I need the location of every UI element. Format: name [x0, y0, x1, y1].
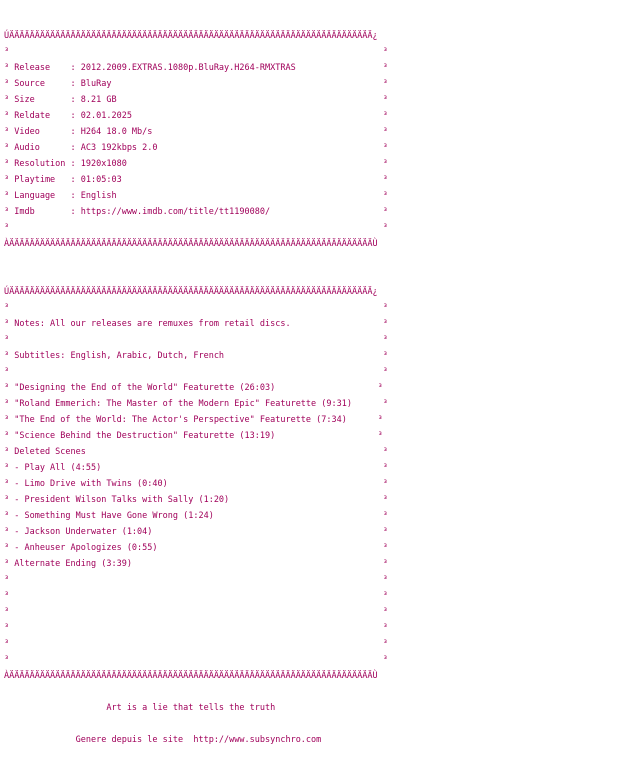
nfo-line-video: ³ Video : H264 18.0 Mb/s ³	[4, 127, 388, 137]
nfo-line-resolution: ³ Resolution : 1920x1080 ³	[4, 159, 388, 169]
nfo-line-imdb: ³ Imdb : https://www.imdb.com/title/tt1190080/ ³	[4, 207, 388, 217]
nfo-line-extra: ³ "Roland Emmerich: The Master of the Modern Epic" Featurette (9:31) ³	[4, 399, 388, 409]
nfo-line-tagline: Art is a lie that tells the truth	[4, 703, 276, 713]
nfo-line-extra: ³ Alternate Ending (3:39) ³	[4, 559, 388, 569]
nfo-line: ³ ³	[4, 367, 388, 377]
nfo-line-extra: ³ - Limo Drive with Twins (0:40) ³	[4, 479, 388, 489]
nfo-line-extra: ³ "Science Behind the Destruction" Featurette (13:19) ³	[4, 431, 383, 441]
nfo-line: ³ ³	[4, 335, 388, 345]
nfo-line	[4, 252, 388, 268]
nfo-line	[4, 268, 388, 284]
nfo-line-extra: ³ - President Wilson Talks with Sally (1:20) ³	[4, 495, 388, 505]
nfo-line-extra: ³ - Anheuser Apologizes (0:55) ³	[4, 543, 388, 553]
nfo-line-extra: ³ "The End of the World: The Actor's Perspective" Featurette (7:34) ³	[4, 415, 383, 425]
nfo-line-source: ³ Source : BluRay ³	[4, 79, 388, 89]
nfo-line-extra: ³ - Play All (4:55) ³	[4, 463, 388, 473]
nfo-line: ³ ³	[4, 575, 388, 585]
nfo-line: ³ ³	[4, 639, 388, 649]
nfo-line: ³ ³	[4, 623, 388, 633]
nfo-line-subtitles: ³ Subtitles: English, Arabic, Dutch, French ³	[4, 351, 388, 361]
nfo-line-language: ³ Language : English ³	[4, 191, 388, 201]
nfo-line-audio: ³ Audio : AC3 192kbps 2.0 ³	[4, 143, 388, 153]
nfo-line: ³ ³	[4, 47, 388, 57]
nfo-line: ³ ³	[4, 607, 388, 617]
nfo-line-extra: ³ "Designing the End of the World" Featurette (26:03) ³	[4, 383, 383, 393]
nfo-line-extra: ³ - Something Must Have Gone Wrong (1:24) ³	[4, 511, 388, 521]
nfo-line	[4, 684, 388, 700]
nfo-line-playtime: ³ Playtime : 01:05:03 ³	[4, 175, 388, 185]
nfo-line-release: ³ Release : 2012.2009.EXTRAS.1080p.BluRay.H264-RMXTRAS ³	[4, 63, 388, 73]
nfo-line: ³ ³	[4, 223, 388, 233]
nfo-line: ÚÄÄÄÄÄÄÄÄÄÄÄÄÄÄÄÄÄÄÄÄÄÄÄÄÄÄÄÄÄÄÄÄÄÄÄÄÄÄÄÄÄÄÄÄÄÄÄÄÄÄÄÄÄÄÄÄÄÄÄÄÄÄÄÄÄÄÄÄÄÄÄ¿	[4, 31, 378, 41]
nfo-line: ÚÄÄÄÄÄÄÄÄÄÄÄÄÄÄÄÄÄÄÄÄÄÄÄÄÄÄÄÄÄÄÄÄÄÄÄÄÄÄÄÄÄÄÄÄÄÄÄÄÄÄÄÄÄÄÄÄÄÄÄÄÄÄÄÄÄÄÄÄÄÄÄ¿	[4, 287, 378, 297]
nfo-line-footer: Genere depuis le site http://www.subsynchro.com	[4, 735, 322, 745]
nfo-line: ÀÄÄÄÄÄÄÄÄÄÄÄÄÄÄÄÄÄÄÄÄÄÄÄÄÄÄÄÄÄÄÄÄÄÄÄÄÄÄÄÄÄÄÄÄÄÄÄÄÄÄÄÄÄÄÄÄÄÄÄÄÄÄÄÄÄÄÄÄÄÄÄÙ	[4, 671, 378, 681]
nfo-line-size: ³ Size : 8.21 GB ³	[4, 95, 388, 105]
nfo-line-extra: ³ Deleted Scenes ³	[4, 447, 388, 457]
nfo-line: ³ ³	[4, 655, 388, 665]
nfo-line: ³ ³	[4, 303, 388, 313]
nfo-line: ³ ³	[4, 591, 388, 601]
nfo-line-reldate: ³ Reldate : 02.01.2025 ³	[4, 111, 388, 121]
nfo-line-notes: ³ Notes: All our releases are remuxes from retail discs. ³	[4, 319, 388, 329]
nfo-line: ÀÄÄÄÄÄÄÄÄÄÄÄÄÄÄÄÄÄÄÄÄÄÄÄÄÄÄÄÄÄÄÄÄÄÄÄÄÄÄÄÄÄÄÄÄÄÄÄÄÄÄÄÄÄÄÄÄÄÄÄÄÄÄÄÄÄÄÄÄÄÄÄÙ	[4, 239, 378, 249]
nfo-text-block	[4, 28, 388, 764]
nfo-line	[4, 716, 388, 732]
nfo-line-extra: ³ - Jackson Underwater (1:04) ³	[4, 527, 388, 537]
